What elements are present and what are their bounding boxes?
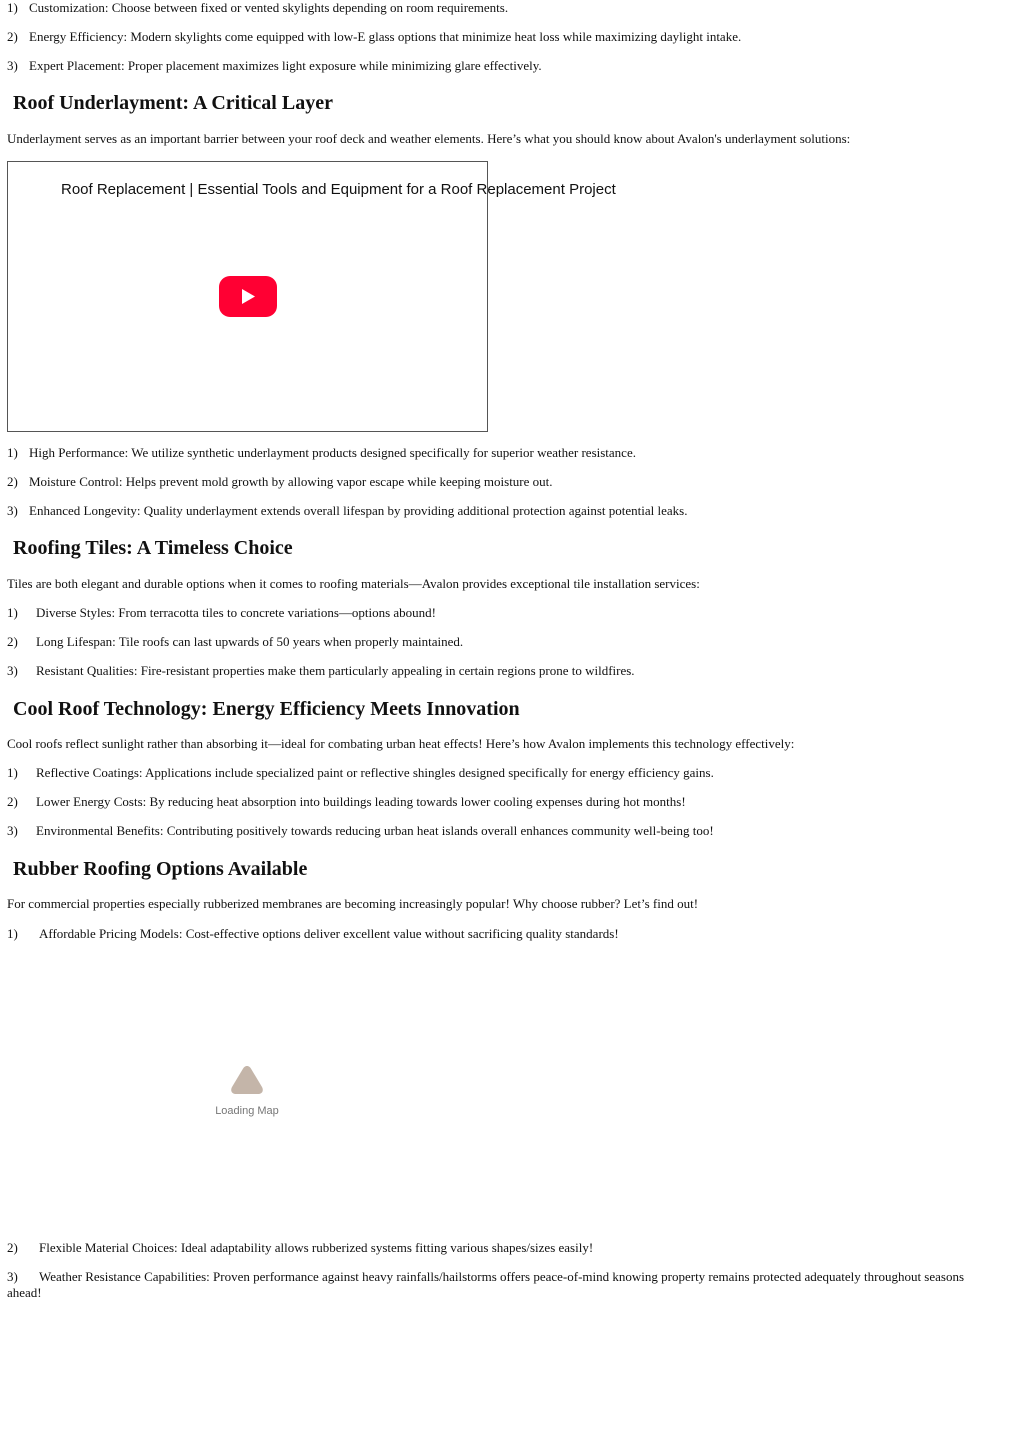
list-item: 3) Weather Resistance Capabilities: Proven performance against heavy rainfalls/hailstorms offers peace-of-mind knowing property remains protected adequately throughout seasons ahead! [7,1269,965,1300]
section-intro: Tiles are both elegant and durable options when it comes to roofing materials—Avalon provides exceptional tile installation services: [7,576,700,591]
list-item: 3) Environmental Benefits: Contributing positively towards reducing urban heat islands overall enhances community well-being too! [7,823,714,838]
map-loading-label: Loading Map [215,1105,279,1117]
list-item: 2) Long Lifespan: Tile roofs can last upwards of 50 years when properly maintained. [7,634,464,649]
list-item: 3) Enhanced Longevity: Quality underlayment extends overall lifespan by providing additional protection against potential leaks. [7,503,688,518]
list-item: 2) Flexible Material Choices: Ideal adaptability allows rubberized systems fitting various shapes/sizes easily! [7,1240,594,1255]
video-embed[interactable] [7,161,616,432]
section-intro: Cool roofs reflect sunlight rather than absorbing it—ideal for combating urban heat effects! Here’s how Avalon implements this technology effectively: [7,736,795,751]
section-heading-cool-roof: Cool Roof Technology: Energy Efficiency Meets Innovation [13,698,520,720]
section-intro: Underlayment serves as an important barrier between your roof deck and weather elements. Here’s what you should know about Avalon's underlayment solutions: [7,131,851,146]
list-item: 1) Affordable Pricing Models: Cost-effective options deliver excellent value without sacrificing quality standards! [7,926,619,941]
map-loading-icon [229,1063,265,1097]
section-heading-rubber: Rubber Roofing Options Available [13,858,308,880]
list-item: 2) Lower Energy Costs: By reducing heat absorption into buildings leading towards lower cooling expenses during hot months! [7,794,686,809]
youtube-play-icon[interactable] [219,276,277,317]
map-embed[interactable] [7,960,487,1230]
list-item: 1) Reflective Coatings: Applications include specialized paint or reflective shingles designed specifically for energy efficiency gains. [7,765,714,780]
list-item: 1) Diverse Styles: From terracotta tiles to concrete variations—options abound! [7,605,437,620]
list-item: 1) High Performance: We utilize synthetic underlayment products designed specifically for superior weather resistance. [7,445,636,460]
section-intro: For commercial properties especially rubberized membranes are becoming increasingly popular! Why choose rubber? Let’s find out! [7,896,699,911]
list-item: 3) Resistant Qualities: Fire-resistant properties make them particularly appealing in certain regions prone to wildfires. [7,663,635,678]
list-item: 1) Customization: Choose between fixed or vented skylights depending on room requirements. [7,0,509,15]
play-triangle-icon [219,276,277,317]
section-heading-tiles: Roofing Tiles: A Timeless Choice [13,537,293,559]
list-item: 3) Expert Placement: Proper placement maximizes light exposure while minimizing glare effectively. [7,58,542,73]
section-heading-underlayment: Roof Underlayment: A Critical Layer [13,92,333,114]
list-item: 2) Energy Efficiency: Modern skylights come equipped with low-E glass options that minimize heat loss while maximizing daylight intake. [7,29,742,44]
list-item: 2) Moisture Control: Helps prevent mold growth by allowing vapor escape while keeping moisture out. [7,474,553,489]
video-title[interactable]: Roof Replacement | Essential Tools and Equipment for a Roof Replacement Project [61,181,616,198]
